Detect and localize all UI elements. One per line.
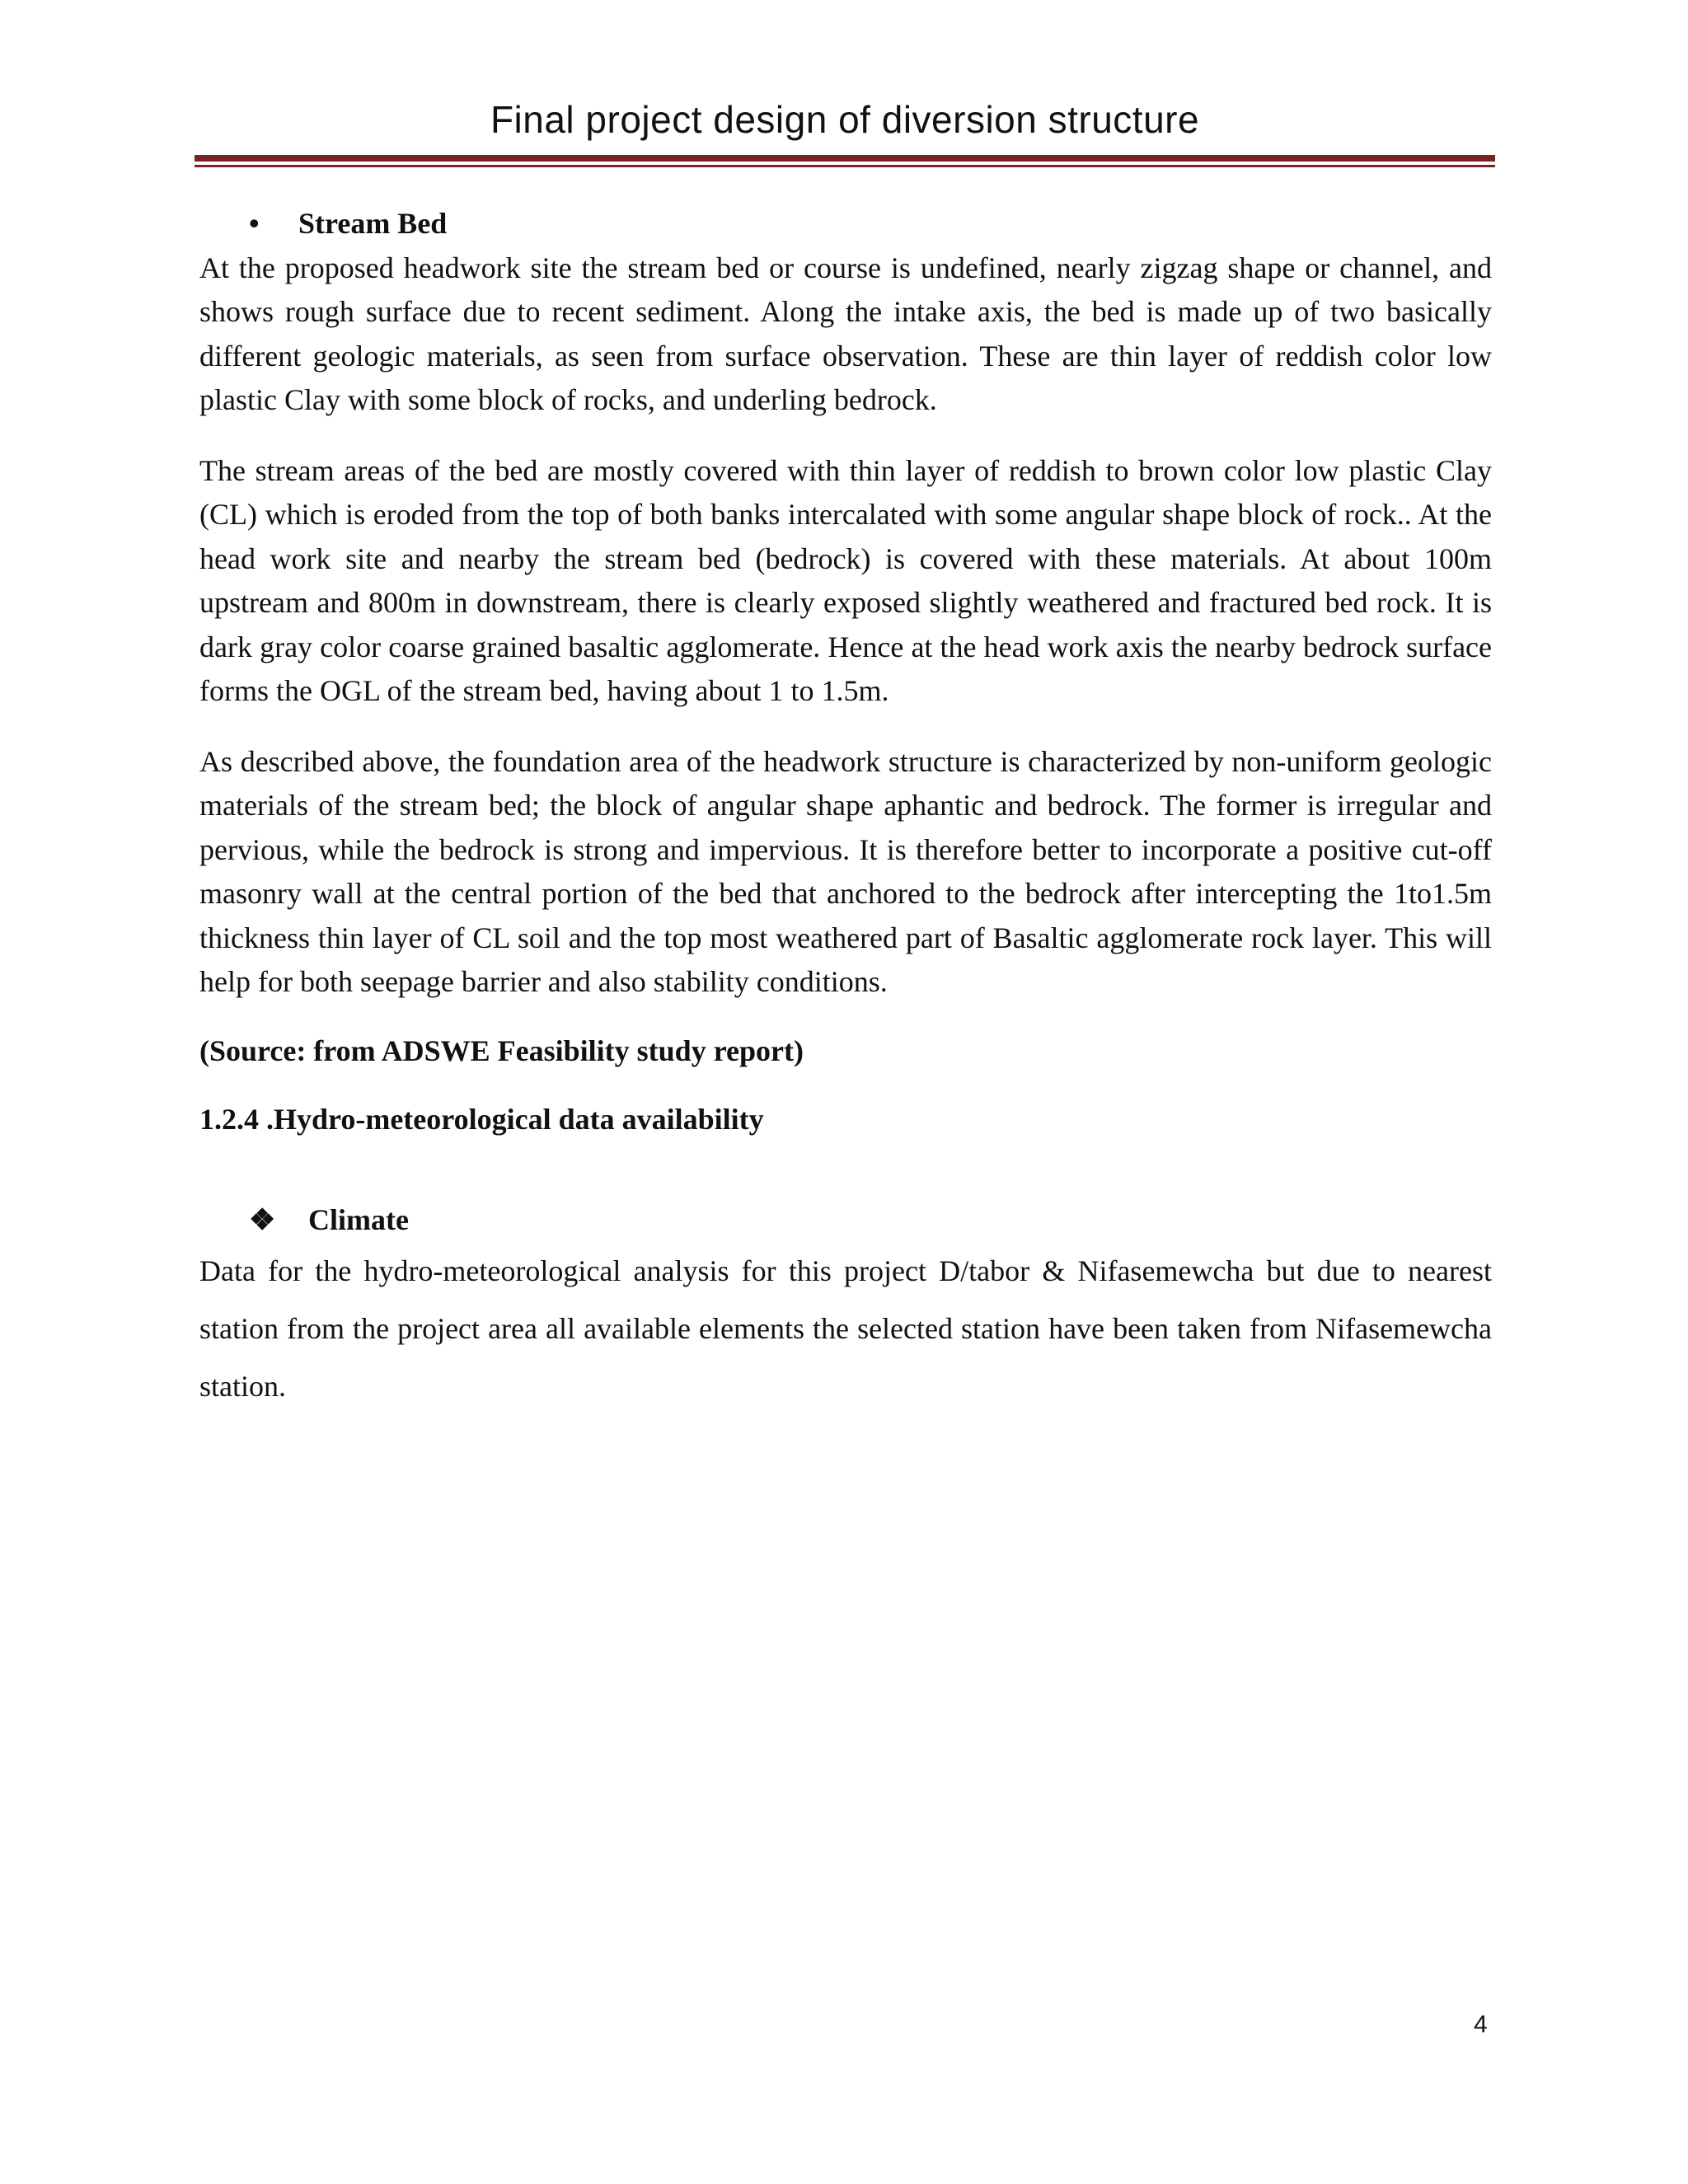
climate-heading-label: Climate <box>308 1202 409 1236</box>
diamond-bullet-icon: ❖ <box>249 1202 276 1236</box>
stream-bed-heading-label: Stream Bed <box>298 207 448 240</box>
climate-paragraph: Data for the hydro-meteorological analysis for this project D/tabor & Nifasemewcha but due to nearest station from the project area all available elements the selected station have been taken from Nifasemewcha station. <box>199 1254 1492 1403</box>
climate-heading <box>199 1198 1492 1243</box>
source-citation: (Source: from ADSWE Feasibility study report) <box>199 1033 804 1067</box>
bullet-icon: • <box>249 207 260 240</box>
stream-bed-paragraph-3: As described above, the foundation area of the headwork structure is characterized by non-uniform geologic materials of the stream bed; the block of angular shape aphantic and bedrock. The former is irregular and pervious, while the bedrock is strong and impervious. It is therefore better to incorporate a positive cut-off masonry wall at the central portion of the bed that anchored to the bedrock after intercepting the 1to1.5m thickness thin layer of CL soil and the top most weathered part of Basaltic agglomerate rock layer. This will help for both seepage barrier and also stability conditions. <box>199 744 1492 998</box>
header-rule <box>195 155 1495 162</box>
stream-bed-paragraph-1: At the proposed headwork site the stream bed or course is undefined, nearly zigzag shape or channel, and shows rough surface due to recent sediment. Along the intake axis, the bed is made up of two basically different geologic materials, as seen from surface observation. These are thin layer of reddish color low plastic Clay with some block of rocks, and underling bedrock. <box>199 251 1492 416</box>
header-rule-secondary <box>195 165 1495 167</box>
section-heading-hydro-meteorological: 1.2.4 .Hydro-meteorological data availability <box>199 1103 764 1136</box>
page-number: 4 <box>1474 2011 1488 2038</box>
stream-bed-paragraph-2: The stream areas of the bed are mostly covered with thin layer of reddish to brown color low plastic Clay (CL) which is eroded from the top of both banks intercalated with some angular shape block of rock.. At the head work site and nearby the stream bed (bedrock) is covered with these materials. At about 100m upstream and 800m in downstream, there is clearly exposed slightly weathered and fractured bed rock. It is dark gray color coarse grained basaltic agglomerate. Hence at the head work axis the nearby bedrock surface forms the OGL of the stream bed, having about 1 to 1.5m. <box>199 453 1492 707</box>
running-header-title: Final project design of diversion structure <box>490 98 1200 141</box>
stream-bed-heading <box>199 202 1492 246</box>
page-content <box>199 202 1492 1415</box>
